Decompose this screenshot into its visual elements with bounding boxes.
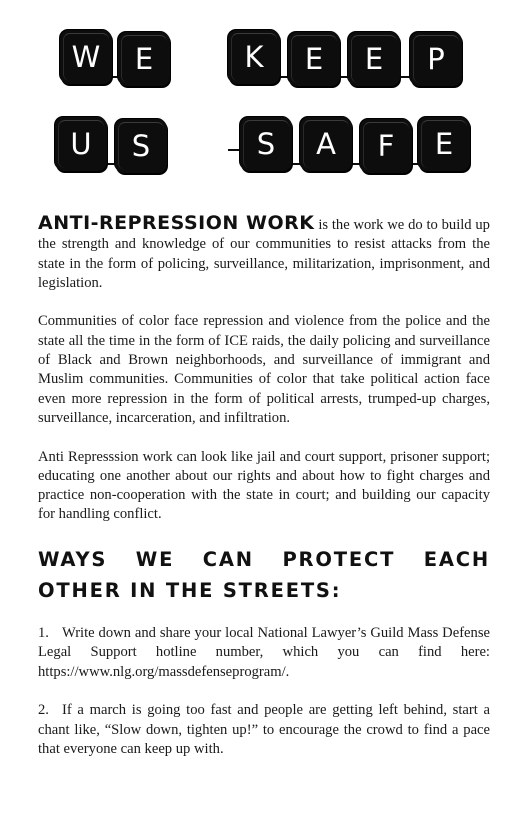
title-line-2 [0, 117, 528, 177]
title-tile: P [410, 32, 462, 86]
list-item [38, 701, 490, 759]
title-tile: E [288, 32, 340, 86]
section-heading: WAYS WE CAN PROTECT EACH OTHER IN THE STREETS: [38, 548, 490, 603]
list-item-text: Write down and share your local National Lawyer’s Guild Mass Defense Legal Support hotline number, which you can find here: https://www.nlg.org/massdefenseprogram/. [38, 625, 490, 680]
list-item-number: 2. [38, 702, 49, 719]
title-tile: W [60, 30, 112, 84]
title-tile: S [240, 117, 292, 171]
title-graphic [0, 0, 528, 200]
title-tile: S [115, 119, 167, 173]
intro-paragraph [38, 214, 490, 293]
title-tile: A [300, 117, 352, 171]
title-tile: E [118, 32, 170, 86]
list-item-text: If a march is going too fast and people are getting left behind, start a chant like, “Slow down, tighten up!” to encourage the crowd to find a pace that everyone can keep up with. [38, 702, 490, 757]
list-item-number: 1. [38, 625, 49, 642]
title-tile: E [418, 117, 470, 171]
paragraph: Communities of color face repression and violence from the police and the state all the time in the form of ICE raids, the daily policing and surveillance of Black and Brown neighborhoods, and surveillance of immigrant and Muslim communities. Communities of color that take political action face even more repression in the form of political arrests, trumped-up charges, surveillance, incarceration, and infiltration. [38, 313, 490, 426]
title-line-1 [0, 30, 528, 90]
title-tile: K [228, 30, 280, 84]
title-tile: E [348, 32, 400, 86]
document-body [38, 214, 490, 778]
title-tile: U [55, 117, 107, 171]
intro-lead-heading: ANTI-REPRESSION WORK [38, 212, 315, 234]
list-item [38, 624, 490, 682]
intro-text: is the work we do to build up the strength and knowledge of our communities to resist attacks from the state in the form of policing, surveillance, militarization, imprisonment, and legislation. [38, 217, 490, 291]
paragraph: Anti Represssion work can look like jail and court support, prisoner support; educating one another about our rights and about how to fight charges and practice non-cooperation with the state in court; and building our capacity for handling conflict. [38, 448, 490, 523]
title-tile: F [360, 119, 412, 173]
